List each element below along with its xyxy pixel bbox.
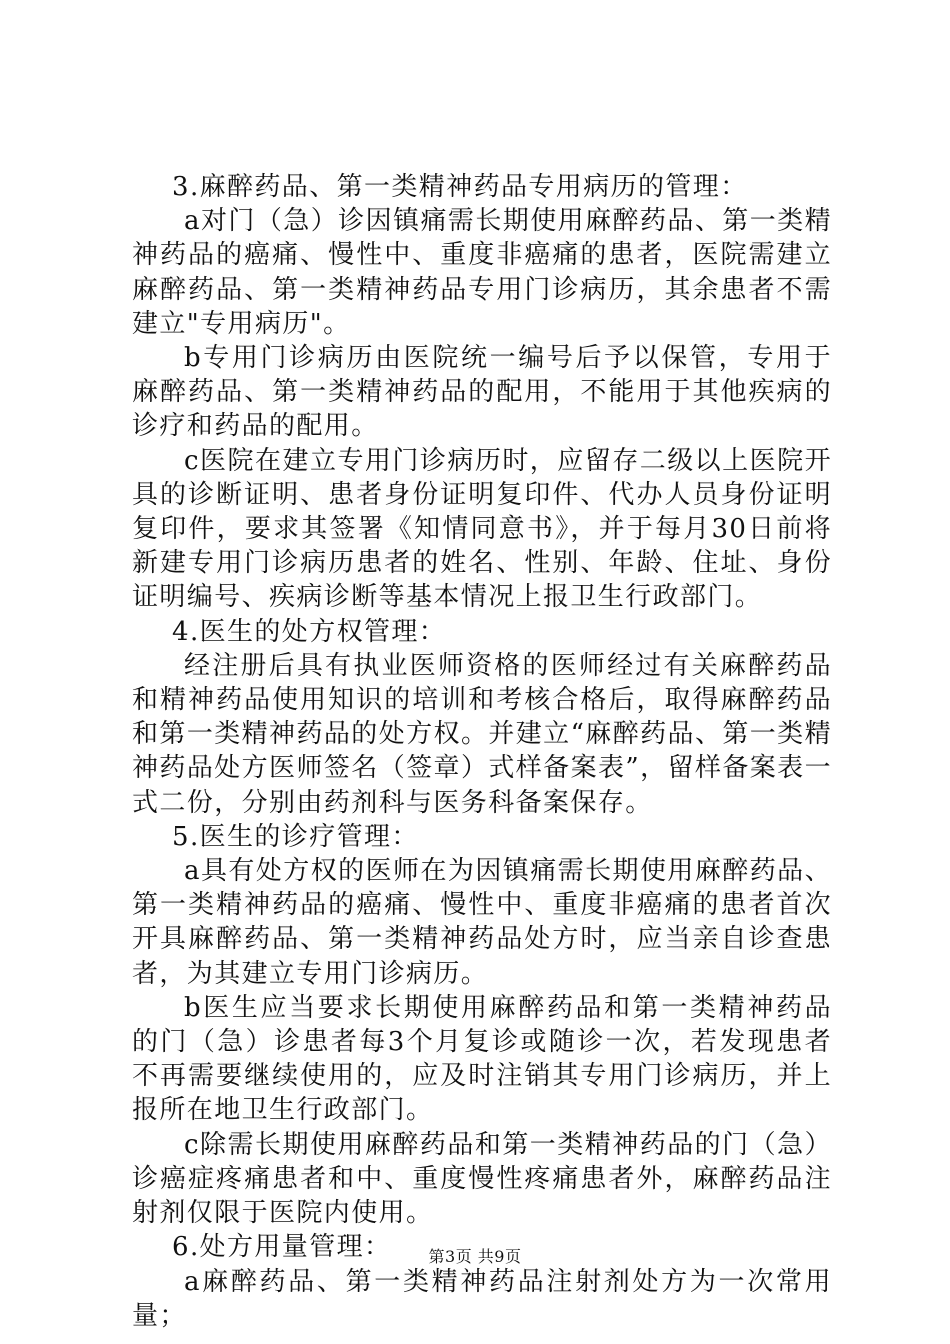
paragraph-3b: b专用门诊病历由医院统一编号后予以保管，专用于麻醉药品、第一类精神药品的配用，不能用于其他疾病的诊疗和药品的配用。 — [132, 343, 832, 442]
paragraph-6a: a麻醉药品、第一类精神药品注射剂处方为一次常用量； — [132, 1266, 832, 1331]
section-heading-6: 6.处方用量管理： — [172, 1232, 392, 1263]
section-heading-4: 4.医生的处方权管理： — [172, 616, 447, 647]
paragraph-3a: a对门（急）诊因镇痛需长期使用麻醉药品、第一类精神药品的癌痛、慢性中、重度非癌痛的患者，医院需建立麻醉药品、第一类精神药品专用门诊病历，其余患者不需建立"专用病历"。 — [132, 206, 832, 339]
section-heading-5: 5.医生的诊疗管理： — [172, 821, 419, 852]
section-heading-3: 3.麻醉药品、第一类精神药品专用病历的管理： — [172, 172, 748, 202]
paragraph-5c: c除需长期使用麻醉药品和第一类精神药品的门（急）诊癌症疼痛患者和中、重度慢性疼痛患者外，麻醉药品注射剂仅限于医院内使用。 — [132, 1129, 832, 1229]
paragraph-3c: c医院在建立专用门诊病历时，应留存二级以上医院开具的诊断证明、患者身份证明复印件、代办人员身份证明复印件，要求其签署《知情同意书》，并于每月30日前将新建专用门诊病历患者的姓名、性别、年龄、住址、身份证明编号、疾病诊断等基本情况上报卫生行政部门。 — [132, 445, 832, 613]
paragraph-5a: a具有处方权的医师在为因镇痛需长期使用麻醉药品、第一类精神药品的癌痛、慢性中、重度非癌痛的患者首次开具麻醉药品、第一类精神药品处方时，应当亲自诊查患者，为其建立专用门诊病历。 — [132, 856, 832, 989]
document-body — [132, 170, 832, 1333]
page-number-footer: 第3页 共9页 — [428, 1247, 522, 1266]
paragraph-5b: b医生应当要求长期使用麻醉药品和第一类精神药品的门（急）诊患者每3个月复诊或随诊一次，若发现患者不再需要继续使用的，应及时注销其专用门诊病历，并上报所在地卫生行政部门。 — [132, 992, 832, 1126]
paragraph-4: 经注册后具有执业医师资格的医师经过有关麻醉药品和精神药品使用知识的培训和考核合格后，取得麻醉药品和第一类精神药品的处方权。并建立“麻醉药品、第一类精神药品处方医师签名（签章）式样备案表”，留样备案表一式二份，分别由药剂科与医务科备案保存。 — [132, 650, 832, 818]
